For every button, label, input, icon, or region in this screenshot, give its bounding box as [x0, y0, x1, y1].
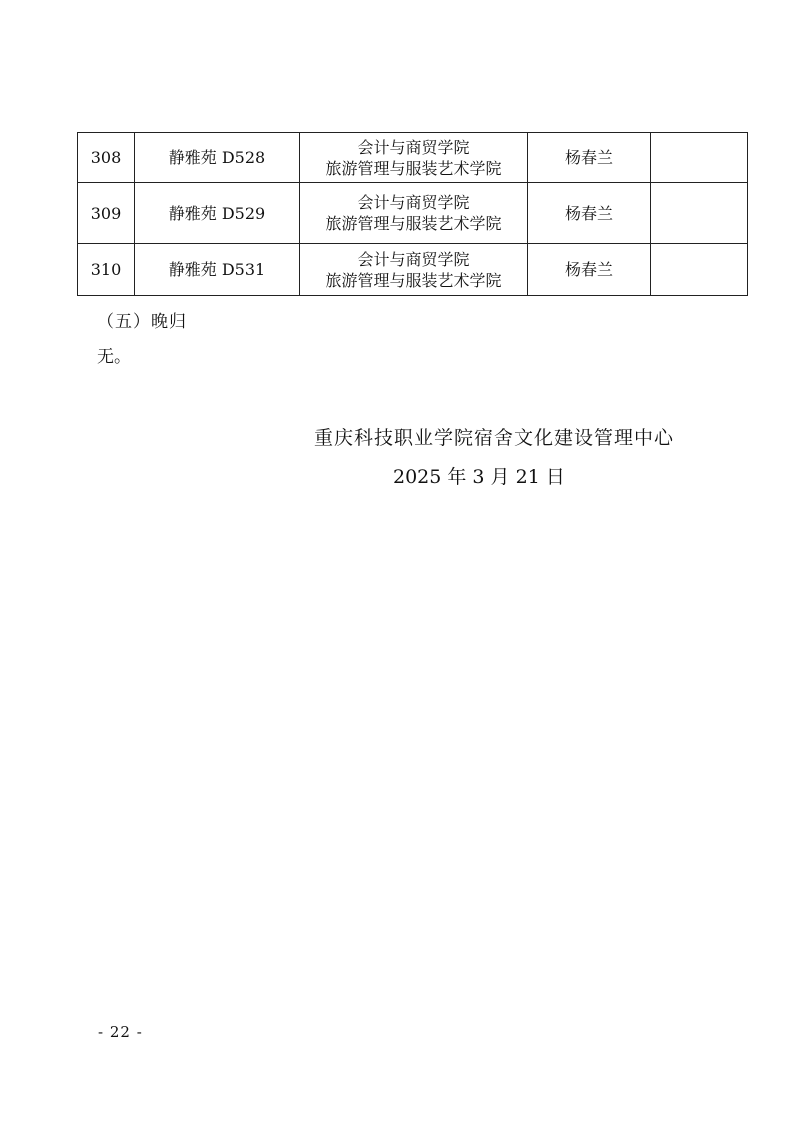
college-cell [300, 133, 528, 183]
row-number: 309 [78, 183, 135, 244]
room-cell: 静雅苑 D529 [135, 183, 300, 244]
row-number: 308 [78, 133, 135, 183]
college-cell [300, 244, 528, 296]
college-line-1: 会计与商贸学院 [357, 249, 470, 269]
room-cell: 静雅苑 D531 [135, 244, 300, 296]
teacher-cell: 杨春兰 [528, 244, 651, 296]
table-row [78, 244, 748, 296]
page-number: - 22 - [98, 1023, 143, 1041]
table-row [78, 183, 748, 244]
note-cell [651, 133, 748, 183]
teacher-cell: 杨春兰 [528, 133, 651, 183]
table-row [78, 133, 748, 183]
section-heading: （五）晚归 [97, 312, 187, 332]
room-cell: 静雅苑 D528 [135, 133, 300, 183]
college-line-2: 旅游管理与服装艺术学院 [325, 158, 502, 178]
section-body: 无。 [97, 347, 131, 367]
issuer-name: 重庆科技职业学院宿舍文化建设管理中心 [314, 427, 675, 449]
note-cell [651, 183, 748, 244]
college-line-1: 会计与商贸学院 [357, 137, 470, 157]
teacher-cell: 杨春兰 [528, 183, 651, 244]
issue-date: 2025 年 3 月 21 日 [393, 466, 565, 488]
note-cell [651, 244, 748, 296]
college-line-2: 旅游管理与服装艺术学院 [325, 270, 502, 290]
college-cell [300, 183, 528, 244]
row-number: 310 [78, 244, 135, 296]
college-line-1: 会计与商贸学院 [357, 193, 470, 212]
college-line-2: 旅游管理与服装艺术学院 [325, 214, 502, 233]
dorm-inspection-table [77, 132, 748, 296]
